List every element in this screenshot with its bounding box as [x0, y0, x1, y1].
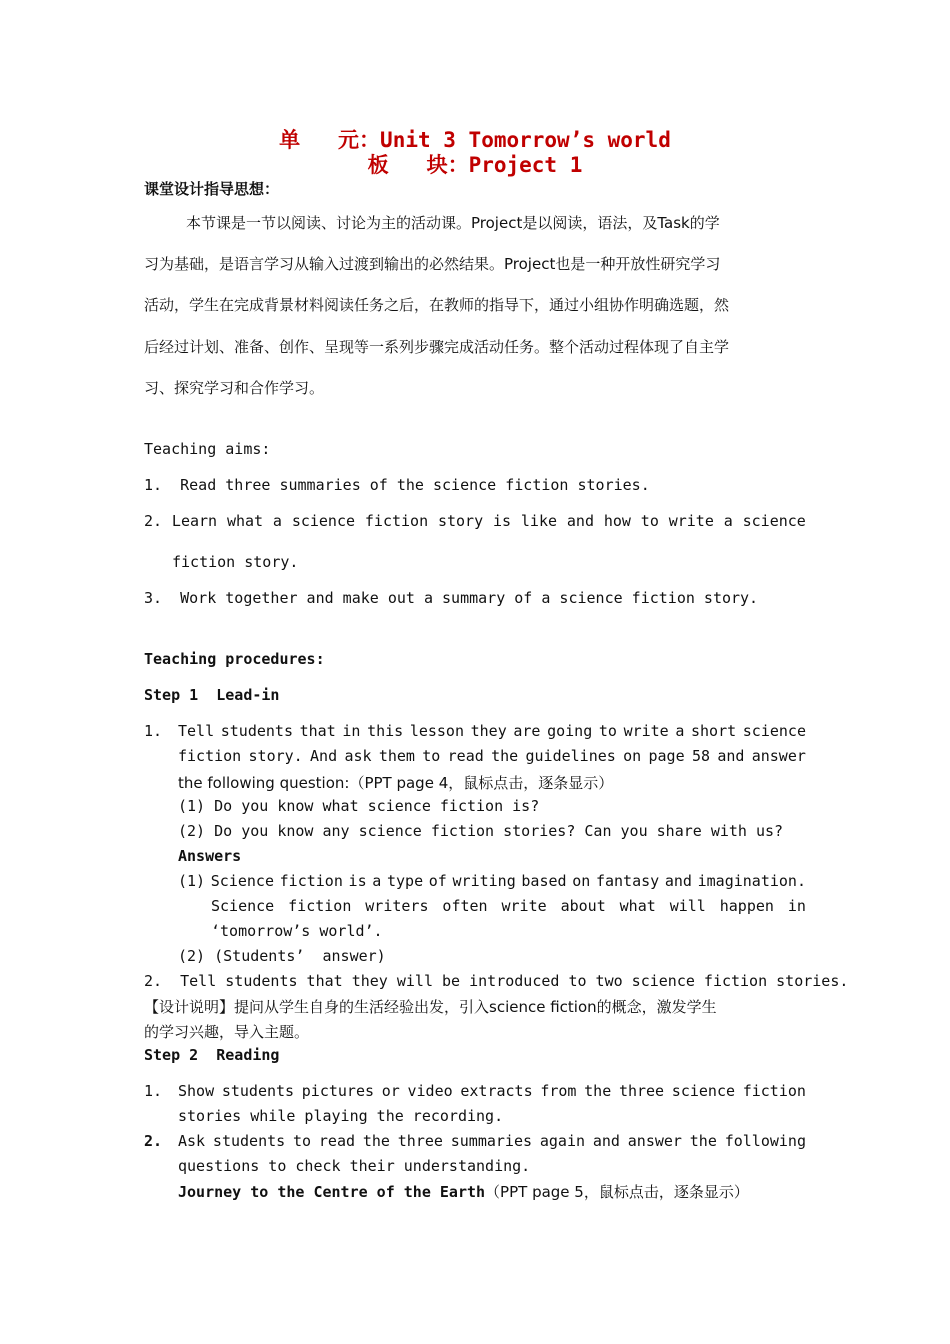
step2-item-1-number: 1. [144, 1082, 163, 1100]
step1-item-1-line-2 [178, 747, 806, 765]
word: going [547, 722, 593, 740]
question-2: (2) Do you know any science fiction stories? Can you share with us? [178, 822, 784, 840]
word: Science [211, 897, 275, 915]
aim-item-2-line-2: fiction story. [172, 553, 299, 571]
word: writing [452, 872, 516, 890]
word: and [592, 1132, 620, 1150]
aim-item-2-line-1 [144, 512, 806, 530]
word: are [513, 722, 541, 740]
word: write [501, 897, 547, 915]
step2-item-2-number: 2. [144, 1132, 163, 1150]
word: a [723, 512, 733, 530]
word: read [447, 747, 484, 765]
procedures-heading: Teaching procedures: [144, 650, 325, 668]
word: how [603, 512, 631, 530]
word: is [348, 872, 367, 890]
step2-heading: Step 2 Reading [144, 1046, 280, 1064]
word: 58 [691, 747, 710, 765]
word: the [362, 1132, 390, 1150]
word: is [492, 512, 512, 530]
word: fiction [364, 512, 429, 530]
word: writers [365, 897, 429, 915]
word: will [669, 897, 706, 915]
story-title: Journey to the Centre of the Earth [178, 1183, 486, 1201]
word: a [372, 872, 382, 890]
step1-item-1-number: 1. [144, 722, 163, 740]
word: And [310, 747, 338, 765]
word: lesson [409, 722, 464, 740]
word: pictures [301, 1082, 375, 1100]
word: fiction [279, 872, 343, 890]
answer-1-line-2 [211, 897, 806, 915]
word: and [717, 747, 745, 765]
story-note: （PPT page 5，鼠标点击，逐条显示） [485, 1183, 749, 1201]
word: to [598, 722, 617, 740]
word: students [221, 1082, 295, 1100]
word: of [428, 872, 447, 890]
word: story. [248, 747, 303, 765]
word: they [470, 722, 507, 740]
step1-item-1-line-1 [178, 722, 806, 740]
design-note-line-1: 【设计说明】提问从学生自身的生活经验出发，引入science fiction的概念，激发学生 [144, 998, 717, 1016]
word: science [291, 512, 356, 530]
word: ask [344, 747, 372, 765]
step2-item-2-line-1 [178, 1132, 806, 1150]
word: about [560, 897, 606, 915]
word: Tell [178, 722, 215, 740]
design-note-line-2: 的学习兴趣，导入主题。 [144, 1023, 310, 1041]
word: story [437, 512, 484, 530]
word: science [671, 1082, 736, 1100]
word: imagination. [697, 872, 806, 890]
word: and [664, 872, 692, 890]
word: three [397, 1132, 443, 1150]
word: science [742, 722, 806, 740]
module-title: 板 块：Project 1 [367, 153, 583, 177]
word: a [675, 722, 685, 740]
answer-1-line-3: ‘tomorrow’s world’. [211, 922, 383, 940]
word: that [299, 722, 336, 740]
word: the [689, 1132, 717, 1150]
word: students [220, 722, 293, 740]
aim-item-1: 1. Read three summaries of the science fiction stories. [144, 476, 650, 494]
word: answer [627, 1132, 682, 1150]
word: students [212, 1132, 286, 1150]
word: Learn [171, 512, 218, 530]
question-1: (1) Do you know what science fiction is? [178, 797, 540, 815]
word: write [668, 512, 714, 530]
aim-item-3: 3. Work together and make out a summary of a science fiction story. [144, 589, 759, 607]
word: the [491, 747, 519, 765]
word: to [640, 512, 659, 530]
word: a [272, 512, 282, 530]
word: to [422, 747, 441, 765]
guiding-line-2: 习为基础，是语言学习从输入过渡到输出的必然结果。Project也是一种开放性研究学习 [144, 255, 721, 273]
word: happen [719, 897, 774, 915]
word: (1) [178, 872, 206, 890]
guiding-line-5: 习、探究学习和合作学习。 [144, 379, 325, 397]
word: to [293, 1132, 312, 1150]
word: on [572, 872, 591, 890]
answers-label: Answers [178, 847, 242, 865]
word: video [407, 1082, 453, 1100]
unit-title: 单 元：Unit 3 Tomorrow’s world [279, 128, 671, 152]
answer-2: (2) (Students’ answer) [178, 947, 386, 965]
answer-1-line-1 [178, 872, 806, 890]
step2-item-1-line-2: stories while playing the recording. [178, 1107, 504, 1125]
word: this [367, 722, 404, 740]
word: science [742, 512, 806, 530]
word: them [378, 747, 415, 765]
guiding-line-4: 后经过计划、准备、创作、呈现等一系列步骤完成活动任务。整个活动过程体现了自主学 [144, 338, 730, 356]
word: 2. [144, 512, 163, 530]
word: or [381, 1082, 400, 1100]
step1-item-1-line-3: the following question:（PPT page 4，鼠标点击，逐条显示） [178, 774, 614, 792]
word: extracts [460, 1082, 533, 1100]
word: guidelines [525, 747, 616, 765]
word: on [623, 747, 642, 765]
guiding-heading: 课堂设计指导思想： [144, 180, 280, 198]
aims-heading: Teaching aims: [144, 440, 271, 458]
word: short [691, 722, 737, 740]
step2-item-1-line-1 [178, 1082, 806, 1100]
word: three [618, 1082, 665, 1100]
guiding-line-1: 本节课是一节以阅读、讨论为主的活动课。Project是以阅读，语法，及Task的学 [186, 214, 720, 232]
word: from [540, 1082, 577, 1100]
word: in [787, 897, 806, 915]
guiding-line-3: 活动，学生在完成背景材料阅读任务之后，在教师的指导下，通过小组协作明确选题，然 [144, 296, 730, 314]
word: again [539, 1132, 586, 1150]
word: fantasy [595, 872, 660, 890]
word: type [386, 872, 424, 890]
word: like [520, 512, 558, 530]
word: fiction [288, 897, 352, 915]
word: Ask [178, 1132, 206, 1150]
step1-item-2: 2. Tell students that they will be introduced to two science fiction stories. [144, 972, 849, 990]
word: based [521, 872, 567, 890]
word: often [442, 897, 488, 915]
word: what [619, 897, 656, 915]
word: the [584, 1082, 612, 1100]
step1-heading: Step 1 Lead-in [144, 686, 280, 704]
word: what [226, 512, 264, 530]
word: page [648, 747, 685, 765]
word: read [318, 1132, 356, 1150]
word: summaries [450, 1132, 533, 1150]
word: and [566, 512, 594, 530]
word: answer [751, 747, 806, 765]
story-title-line [178, 1181, 749, 1202]
word: fiction [178, 747, 242, 765]
word: Show [178, 1082, 215, 1100]
word: write [623, 722, 669, 740]
step2-item-2-line-2: questions to check their understanding. [178, 1157, 531, 1175]
word: in [342, 722, 361, 740]
word: Science [210, 872, 274, 890]
word: following [724, 1132, 806, 1150]
word: fiction [742, 1082, 806, 1100]
